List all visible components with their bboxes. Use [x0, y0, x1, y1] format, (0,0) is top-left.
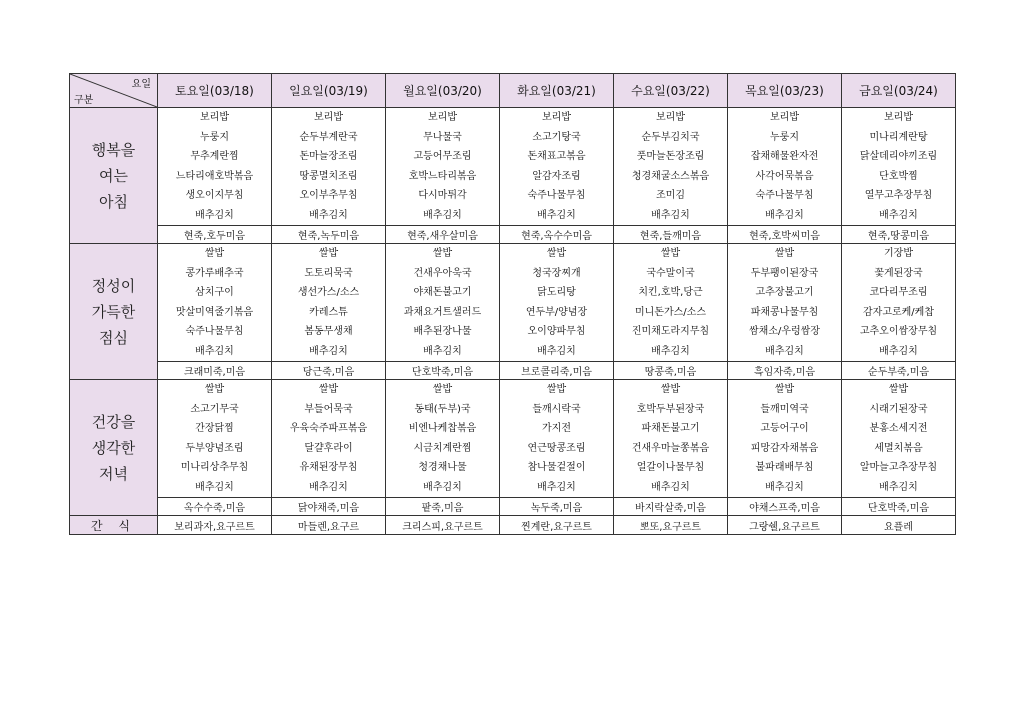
dish-item: 청국장찌개: [532, 267, 581, 279]
dish-item: 유채된장무침: [299, 462, 358, 473]
porridge-cell: 야채스프죽,미음: [728, 498, 842, 516]
dish-item: 쌀밥: [774, 384, 795, 395]
dish-item: 가지전: [542, 423, 571, 434]
dish-item: 감자고로케/케찹: [863, 306, 934, 318]
dish-item: 들깨미역국: [760, 403, 809, 415]
dish-item: 사각어묵볶음: [755, 170, 814, 182]
porridge-cell: 순두부죽,미음: [842, 362, 956, 380]
dish-item: 과채요거트샐러드: [403, 306, 482, 318]
dish-item: 동태(두부)국: [414, 403, 471, 415]
dish-item: 배추김치: [195, 345, 234, 357]
dish-item: 숙주나물무침: [755, 190, 814, 201]
snack-cell: 찐계란,요구르트: [500, 516, 614, 535]
day-header: 화요일(03/21): [500, 74, 614, 108]
lunch-menu-cell: [386, 244, 500, 362]
dish-item: 파채콩나물무침: [750, 306, 819, 318]
lunch-row: [70, 244, 956, 362]
meal-label-line: 생각한: [91, 438, 136, 457]
dish-item: 건새우마늘쫑볶음: [631, 442, 710, 454]
dish-item: 카레스튜: [309, 306, 348, 318]
meal-label-line: 여는: [99, 166, 128, 185]
dish-item: 배추김치: [765, 209, 804, 221]
dish-item: 쌀밥: [204, 384, 225, 395]
day-header: 수요일(03/22): [614, 74, 728, 108]
dish-item: 잡채해물완자전: [750, 151, 819, 162]
dish-item: 얼갈이나물무침: [636, 462, 705, 473]
dish-item: 닭살데리야끼조림: [859, 151, 938, 162]
breakfast-porridge-row: [70, 226, 956, 244]
dish-item: 배추김치: [537, 481, 576, 493]
day-header: 일요일(03/19): [272, 74, 386, 108]
breakfast-menu-cell: [272, 108, 386, 226]
meal-label-line: 행복을: [91, 140, 136, 159]
dish-item: 배추김치: [309, 481, 348, 493]
day-header: 목요일(03/23): [728, 74, 842, 108]
dish-item: 소고기무국: [190, 403, 239, 415]
lunch-menu-cell: [614, 244, 728, 362]
dish-item: 쌀밥: [888, 384, 909, 395]
dish-item: 야채돈불고기: [413, 287, 472, 298]
day-header: 토요일(03/18): [158, 74, 272, 108]
dish-item: 간장닭찜: [195, 423, 234, 434]
dish-item: 보리밥: [656, 112, 685, 123]
porridge-cell: 현죽,땅콩미음: [842, 226, 956, 244]
lunch-menu-cell: [272, 244, 386, 362]
dish-item: 배추김치: [651, 345, 690, 357]
dish-item: 배추김치: [195, 481, 234, 493]
day-axis-label: 요일: [131, 79, 151, 90]
dinner-menu-cell: [842, 380, 956, 498]
dish-item: 다시마튀각: [418, 190, 467, 201]
dish-item: 배추김치: [423, 345, 462, 357]
dish-item: 풋마늘돈장조림: [636, 151, 705, 162]
dish-item: 배추김치: [651, 209, 690, 221]
dish-item: 꽃게된장국: [874, 267, 923, 279]
dish-item: 두부양념조림: [185, 442, 244, 454]
dish-item: 알감자조림: [532, 170, 581, 182]
lunch-menu-cell: [728, 244, 842, 362]
dish-item: 배추김치: [423, 209, 462, 221]
dish-item: 오이부추무침: [299, 190, 358, 201]
dish-item: 순두부김치국: [641, 131, 700, 143]
dinner-menu-cell: [728, 380, 842, 498]
weekly-menu-table: [69, 73, 956, 535]
dish-item: 보리밥: [884, 112, 913, 123]
dish-item: 미나리상추무침: [180, 462, 249, 473]
breakfast-menu-cell: [614, 108, 728, 226]
category-axis-label: 구분: [74, 95, 94, 106]
dish-item: 생선가스/소스: [297, 287, 360, 298]
porridge-cell: 팥죽,미음: [386, 498, 500, 516]
porridge-cell: 바지락살죽,미음: [614, 498, 728, 516]
dish-item: 달걀후라이: [304, 442, 353, 454]
dish-item: 기장밥: [884, 248, 913, 259]
porridge-cell: 현죽,호박씨미음: [728, 226, 842, 244]
dish-item: 분홍소세지전: [869, 423, 928, 434]
dish-item: 생오이지무침: [185, 190, 244, 201]
dish-item: 숙주나물무침: [185, 326, 244, 337]
meal-label-line: 점심: [99, 328, 128, 347]
dish-item: 알마늘고추장무침: [859, 462, 938, 473]
lunch-porridge-row: [70, 362, 956, 380]
meal-label-line: 정성이: [91, 276, 136, 295]
snack-cell: 요플레: [842, 516, 956, 535]
dish-item: 들깨시락국: [532, 403, 581, 415]
snack-cell: 마들렌,요구르: [272, 516, 386, 535]
porridge-cell: 현죽,옥수수미음: [500, 226, 614, 244]
porridge-cell: 크래미죽,미음: [158, 362, 272, 380]
dish-item: 봄동무생채: [304, 326, 353, 337]
corner-header-cell: [70, 74, 158, 108]
dish-item: 쌈채소/우렁쌈장: [749, 326, 820, 337]
dish-item: 쌀밥: [318, 384, 339, 395]
day-header: 금요일(03/24): [842, 74, 956, 108]
dish-item: 배추김치: [309, 209, 348, 221]
dish-item: 배추김치: [651, 481, 690, 493]
meal-label-line: 아침: [99, 192, 128, 211]
porridge-cell: 녹두죽,미음: [500, 498, 614, 516]
dish-item: 조미김: [656, 190, 685, 201]
snack-cell: 크리스피,요구르트: [386, 516, 500, 535]
dish-item: 배추김치: [309, 345, 348, 357]
dish-item: 삼치구이: [195, 287, 234, 298]
porridge-cell: 당근죽,미음: [272, 362, 386, 380]
dish-item: 연근땅콩조림: [527, 442, 586, 454]
lunch-menu-cell: [842, 244, 956, 362]
header-row: [70, 74, 956, 108]
porridge-cell: 현죽,호두미음: [158, 226, 272, 244]
dish-item: 배추김치: [423, 481, 462, 493]
snack-label: 간 식: [70, 516, 158, 535]
dish-item: 무추계란찜: [190, 151, 239, 162]
breakfast-menu-cell: [842, 108, 956, 226]
dish-item: 치킨,호박,당근: [638, 287, 703, 298]
dish-item: 부들어묵국: [304, 403, 353, 415]
porridge-cell: 현죽,새우살미음: [386, 226, 500, 244]
porridge-cell: 흑임자죽,미음: [728, 362, 842, 380]
dinner-menu-cell: [272, 380, 386, 498]
dish-item: 고등어무조림: [413, 151, 472, 162]
dish-item: 배추김치: [765, 345, 804, 357]
breakfast-menu-cell: [500, 108, 614, 226]
dish-item: 고추장불고기: [755, 287, 814, 298]
dish-item: 참나물겉절이: [527, 462, 586, 473]
dish-item: 소고기탕국: [532, 131, 581, 143]
dish-item: 건새우아욱국: [413, 267, 472, 279]
dinner-label: [70, 380, 158, 516]
dish-item: 보리밥: [314, 112, 343, 123]
dish-item: 열무고추장무침: [864, 190, 933, 201]
dinner-porridge-row: [70, 498, 956, 516]
meal-label-line: 가득한: [91, 302, 136, 321]
dish-item: 국수말이국: [646, 267, 695, 279]
dish-item: 숙주나물무침: [527, 190, 586, 201]
dish-item: 청경채나물: [418, 462, 467, 473]
porridge-cell: 현죽,들깨미음: [614, 226, 728, 244]
dish-item: 배추김치: [195, 209, 234, 221]
dish-item: 땅콩멸치조림: [299, 170, 358, 182]
porridge-cell: 닭야채죽,미음: [272, 498, 386, 516]
dish-item: 배추김치: [537, 209, 576, 221]
dish-item: 오이양파무침: [527, 326, 586, 337]
dish-item: 누룽지: [200, 131, 229, 143]
dish-item: 파채돈불고기: [641, 423, 700, 434]
dish-item: 콩가루배추국: [185, 267, 244, 279]
snack-cell: 뽀또,요구르트: [614, 516, 728, 535]
dish-item: 보리밥: [428, 112, 457, 123]
dish-item: 고추오이쌈장무침: [859, 326, 938, 337]
lunch-menu-cell: [158, 244, 272, 362]
dish-item: 누룽지: [770, 131, 799, 143]
breakfast-label: [70, 108, 158, 244]
dish-item: 두부팽이된장국: [750, 267, 819, 279]
dish-item: 미니돈가스/소스: [635, 306, 706, 318]
snack-row: [70, 516, 956, 535]
dinner-menu-cell: [158, 380, 272, 498]
meal-label-line: 저녁: [99, 464, 128, 483]
dish-item: 쌀밥: [774, 248, 795, 259]
dish-item: 시금치계란찜: [413, 442, 472, 454]
dish-item: 단호박찜: [879, 170, 918, 182]
day-header: 월요일(03/20): [386, 74, 500, 108]
lunch-menu-cell: [500, 244, 614, 362]
dish-item: 쌀밥: [660, 384, 681, 395]
porridge-cell: 단호박죽,미음: [842, 498, 956, 516]
dish-item: 도토리묵국: [304, 267, 353, 279]
meal-label-line: 건강을: [91, 412, 136, 431]
dish-item: 청경채굴소스볶음: [631, 170, 710, 182]
dish-item: 호박느타리볶음: [408, 170, 477, 182]
breakfast-menu-cell: [728, 108, 842, 226]
dish-item: 연두부/양념장: [525, 306, 588, 318]
dish-item: 보리밥: [200, 112, 229, 123]
dish-item: 진미채도라지무침: [631, 326, 710, 337]
dish-item: 불파래배무침: [755, 462, 814, 473]
dish-item: 쌀밥: [432, 248, 453, 259]
dish-item: 쌀밥: [318, 248, 339, 259]
snack-cell: 그랑쉘,요구르트: [728, 516, 842, 535]
dinner-menu-cell: [386, 380, 500, 498]
dish-item: 시래기된장국: [869, 403, 928, 415]
dish-item: 세멸치볶음: [874, 442, 923, 454]
breakfast-menu-cell: [386, 108, 500, 226]
dish-item: 쌀밥: [546, 384, 567, 395]
dish-item: 배추김치: [879, 209, 918, 221]
dinner-row: [70, 380, 956, 498]
porridge-cell: 옥수수죽,미음: [158, 498, 272, 516]
porridge-cell: 현죽,녹두미음: [272, 226, 386, 244]
dish-item: 배추김치: [537, 345, 576, 357]
dish-item: 쌀밥: [432, 384, 453, 395]
lunch-label: [70, 244, 158, 380]
dish-item: 무나물국: [423, 131, 462, 143]
dish-item: 미나리계란탕: [869, 131, 928, 143]
dish-item: 호박두부된장국: [636, 403, 705, 415]
dish-item: 코다리무조림: [869, 287, 928, 298]
porridge-cell: 브로콜리죽,미음: [500, 362, 614, 380]
dish-item: 배추김치: [765, 481, 804, 493]
dish-item: 고등어구이: [760, 423, 809, 434]
dish-item: 비엔나케찹볶음: [408, 423, 477, 434]
dish-item: 돈마늘장조림: [299, 151, 358, 162]
dish-item: 배추김치: [879, 345, 918, 357]
snack-cell: 보리과자,요구르트: [158, 516, 272, 535]
dish-item: 쌀밥: [204, 248, 225, 259]
dish-item: 맛살미역줄기볶음: [175, 306, 254, 318]
dish-item: 돈채표고볶음: [527, 151, 586, 162]
dish-item: 보리밥: [542, 112, 571, 123]
breakfast-row: [70, 108, 956, 226]
dish-item: 쌀밥: [546, 248, 567, 259]
dinner-menu-cell: [614, 380, 728, 498]
dish-item: 느타리애호박볶음: [175, 170, 254, 182]
dish-item: 우육숙주파프볶음: [289, 423, 368, 434]
dish-item: 순두부계란국: [299, 131, 358, 143]
dish-item: 피망감자채볶음: [750, 442, 819, 454]
dish-item: 배추김치: [879, 481, 918, 493]
dish-item: 닭도리탕: [537, 287, 576, 298]
porridge-cell: 땅콩죽,미음: [614, 362, 728, 380]
dish-item: 배추된장나물: [413, 326, 472, 337]
dinner-menu-cell: [500, 380, 614, 498]
dish-item: 보리밥: [770, 112, 799, 123]
dish-item: 쌀밥: [660, 248, 681, 259]
breakfast-menu-cell: [158, 108, 272, 226]
porridge-cell: 단호박죽,미음: [386, 362, 500, 380]
